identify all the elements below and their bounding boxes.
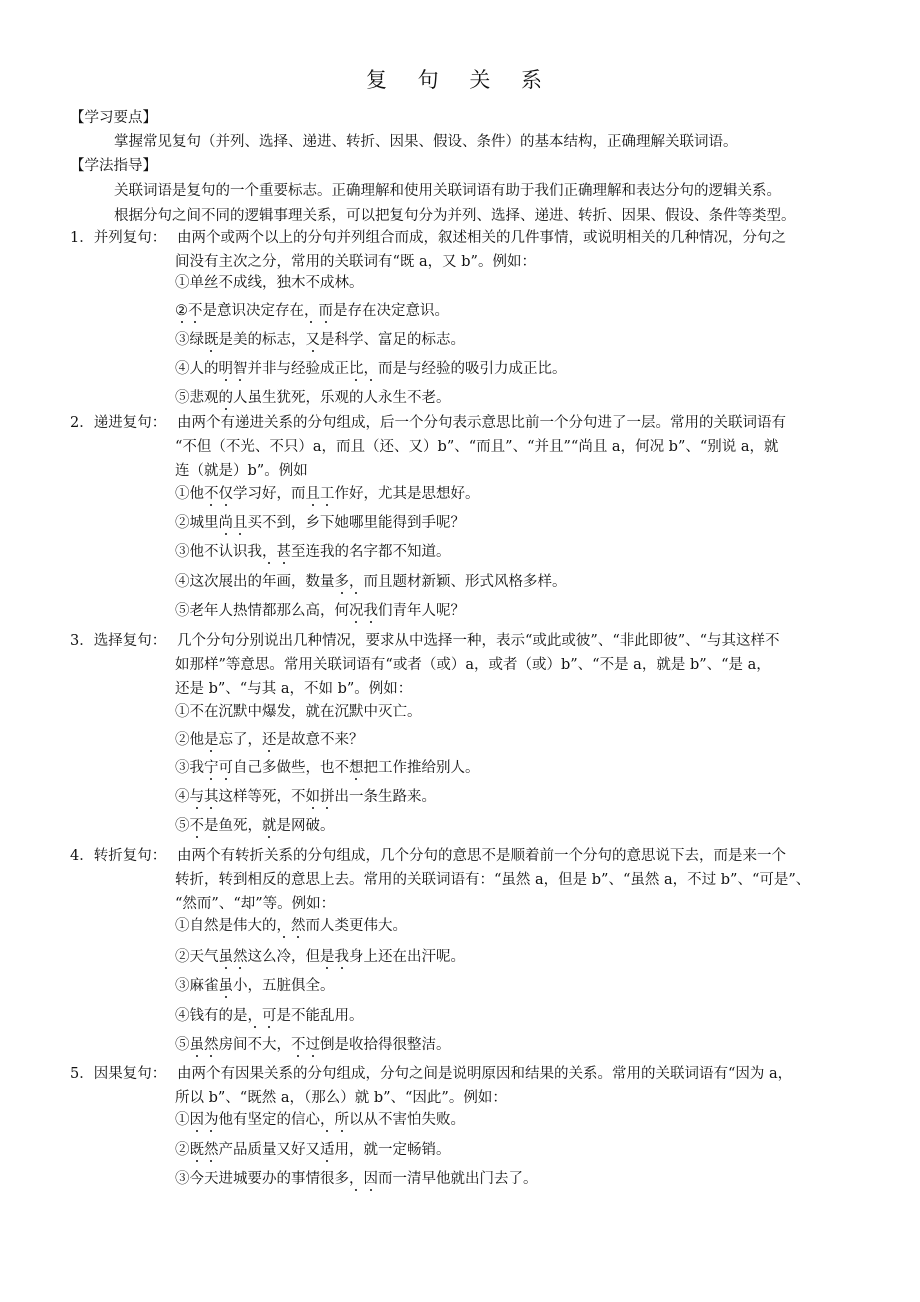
example-sentence: ⑤虽然房间不大，不过倒是收拾得很整洁。 — [175, 1037, 451, 1053]
section-description: “然而”、“却”等。例如： — [175, 896, 336, 912]
example-sentence: ①他不仅学习好，而且工作好，尤其是思想好。 — [175, 486, 480, 502]
example-sentence: ③绿既是美的标志，又是科学、富足的标志。 — [175, 332, 465, 348]
section-description: 如那样”等意思。常用关联词语有“或者（或）a，或者（或）b”、“不是 a，就是 b”、“是 a， — [175, 657, 771, 673]
example-sentence: ④与其这样等死，不如拼出一条生路来。 — [175, 789, 436, 805]
example-sentence: ⑤悲观的人虽生犹死，乐观的人永生不老。 — [175, 390, 451, 406]
example-sentence: ③今天进城要办的事情很多，因而一清早他就出门去了。 — [175, 1171, 538, 1187]
example-sentence: ③他不认识我，甚至连我的名字都不知道。 — [175, 544, 451, 560]
example-sentence: ⑤老年人热情都那么高，何况我们青年人呢？ — [175, 603, 465, 619]
section-description: 还是 b”、“与其 a，不如 b”。例如： — [175, 681, 413, 697]
example-sentence: ②不是意识决定存在，而是存在决定意识。 — [175, 303, 449, 319]
section-description: 由两个或两个以上的分句并列组合而成，叙述相关的几件事情，或说明相关的几种情况，分句之 — [177, 230, 786, 246]
example-sentence: ②他是忘了，还是故意不来？ — [175, 732, 364, 748]
section-label: 1．并列复句： — [70, 230, 167, 246]
example-sentence: ②天气虽然这么冷，但是我身上还在出汗呢。 — [175, 949, 465, 965]
section-description: 间没有主次之分，常用的关联词有“既 a，又 b”。例如： — [175, 254, 536, 270]
section-description: 由两个有因果关系的分句组成，分句之间是说明原因和结果的关系。常用的关联词语有“因为 a， — [177, 1066, 793, 1082]
example-sentence: ③我宁可自己多做些，也不想把工作推给别人。 — [175, 760, 480, 776]
example-sentence: ④人的明智并非与经验成正比，而是与经验的吸引力成正比。 — [175, 361, 567, 377]
study-method-line: 根据分句之间不同的逻辑事理关系，可以把复句分为并列、选择、递进、转折、因果、假设、条件等类型。 — [114, 208, 796, 224]
study-method-line: 关联词语是复句的一个重要标志。正确理解和使用关联词语有助于我们正确理解和表达分句的逻辑关系。 — [114, 183, 781, 199]
section-description: 几个分句分别说出几种情况，要求从中选择一种，表示“或此或彼”、“非此即彼”、“与其这样不 — [177, 633, 780, 649]
example-sentence: ①自然是伟大的，然而人类更伟大。 — [175, 918, 407, 934]
section-label: 5．因果复句： — [70, 1066, 167, 1082]
section-label: 4．转折复句： — [70, 848, 167, 864]
example-sentence: ①不在沉默中爆发，就在沉默中灭亡。 — [175, 704, 422, 720]
section-label: 3．选择复句： — [70, 633, 167, 649]
section-description: 转折，转到相反的意思上去。常用的关联词语有：“虽然 a，但是 b”、“虽然 a，不过 b”、“可是”、 — [175, 872, 811, 888]
example-sentence: ③麻雀虽小，五脏俱全。 — [175, 978, 335, 994]
example-sentence: ①单丝不成线，独木不成林。 — [175, 275, 364, 291]
section-description: 由两个有转折关系的分句组成，几个分句的意思不是顺着前一个分句的意思说下去，而是来一个 — [177, 848, 786, 864]
section-description: 所以 b”、“既然 a，（那么）就 b”、“因此”。例如： — [175, 1090, 507, 1106]
study-points-heading: 【学习要点】 — [70, 110, 157, 126]
example-sentence: ④钱有的是，可是不能乱用。 — [175, 1008, 364, 1024]
section-description: 连（就是）b”。例如 — [175, 463, 308, 479]
page-title: 复 句 关 系 — [365, 68, 555, 92]
example-sentence: ⑤不是鱼死，就是网破。 — [175, 818, 335, 834]
example-sentence: ④这次展出的年画，数量多，而且题材新颖、形式风格多样。 — [175, 574, 567, 590]
section-description: “不但（不光、不只）a，而且（还、又）b”、“而且”、“并且”“尚且 a，何况 b”、“别说 a，就 — [175, 439, 779, 455]
example-sentence: ②城里尚且买不到，乡下她哪里能得到手呢？ — [175, 515, 465, 531]
example-sentence: ①因为他有坚定的信心，所以从不害怕失败。 — [175, 1112, 465, 1128]
study-method-heading: 【学法指导】 — [70, 158, 157, 174]
section-description: 由两个有递进关系的分句组成，后一个分句表示意思比前一个分句进了一层。常用的关联词语有 — [177, 415, 786, 431]
study-points-text: 掌握常见复句（并列、选择、递进、转折、因果、假设、条件）的基本结构，正确理解关联词语。 — [114, 134, 738, 150]
section-label: 2．递进复句： — [70, 415, 167, 431]
example-sentence: ②既然产品质量又好又适用，就一定畅销。 — [175, 1142, 451, 1158]
